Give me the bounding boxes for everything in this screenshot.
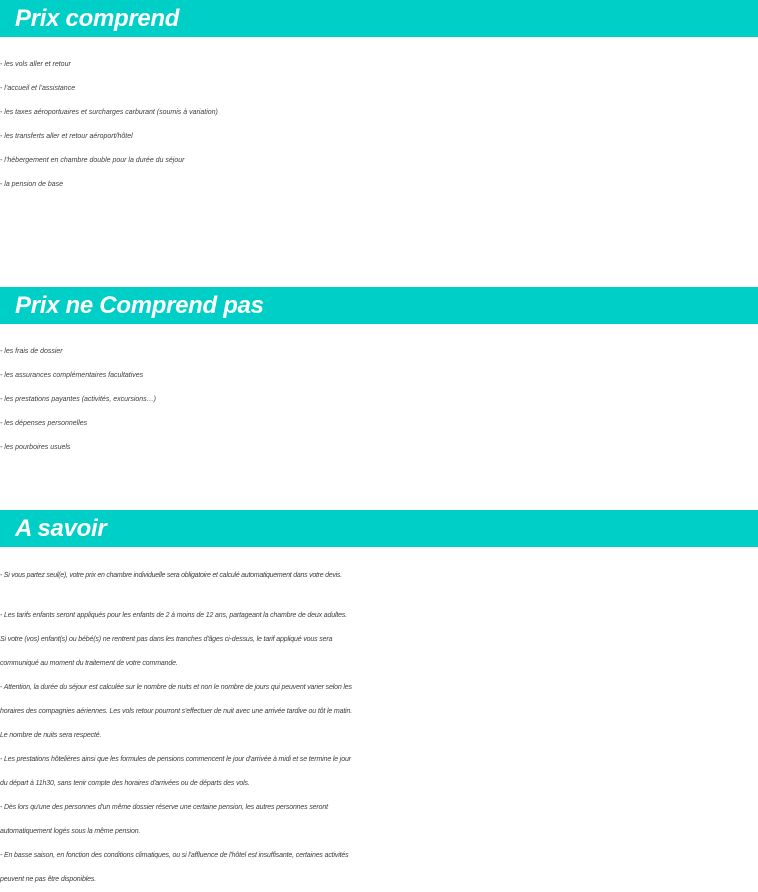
list-item: - les assurances complémentaires facultatives: [0, 372, 144, 379]
info-line: - Attention, la durée du séjour est calculée sur le nombre de nuits et non le nombre de jours qui peuvent varier selon les: [0, 684, 352, 691]
section-header-info: [0, 510, 758, 547]
section-header-included: [0, 0, 758, 37]
info-line: - Dès lors qu'une des personnes d'un même dossier réserve une certaine pension, les autres personnes seront: [0, 804, 328, 811]
info-line: automatiquement logés sous la même pension.: [0, 828, 141, 835]
section-title-included: Prix comprend: [15, 5, 180, 32]
list-item: - les pourboires usuels: [0, 444, 71, 451]
info-line: peuvent ne pas être disponibles.: [0, 876, 96, 883]
info-line: - Si vous partez seul(e), votre prix en chambre individuelle sera obligatoire et calculé automatiquement dans votre devis.: [0, 572, 342, 579]
list-item: - les vols aller et retour: [0, 61, 71, 68]
included-list: [0, 53, 758, 197]
list-item: - les prestations payantes (activités, excursions…): [0, 396, 157, 403]
list-item: - l’accueil et l’assistance: [0, 85, 76, 92]
section-header-excluded: [0, 287, 758, 324]
info-line: horaires des compagnies aériennes. Les vols retour pourront s'effectuer de nuit avec une arrivée tardive ou tôt le matin.: [0, 708, 353, 715]
list-item: - les frais de dossier: [0, 348, 63, 355]
info-line: - En basse saison, en fonction des conditions climatiques, ou si l'affluence de l'hôtel est insuffisante, certaines activités: [0, 852, 349, 859]
info-line: Le nombre de nuits sera respecté.: [0, 732, 102, 739]
section-title-info: A savoir: [15, 515, 107, 542]
list-item: - la pension de base: [0, 181, 64, 188]
info-line: Si votre (vos) enfant(s) ou bébé(s) ne rentrent pas dans les tranches d'âges ci-dessus, le tarif appliqué vous sera: [0, 636, 333, 643]
list-item: - les dépenses personnelles: [0, 420, 88, 427]
list-item: - l’hébergement en chambre double pour la durée du séjour: [0, 157, 185, 164]
info-line: - Les tarifs enfants seront appliqués pour les enfants de 2 à moins de 12 ans, partageant la chambre de deux adultes.: [0, 612, 348, 619]
info-line: du départ à 11h30, sans tenir compte des horaires d'arrivées ou de départs des vols.: [0, 780, 250, 787]
info-paragraph: [0, 604, 758, 892]
list-item: - les transferts aller et retour aéroport/hôtel: [0, 133, 133, 140]
list-item: - les taxes aéroportuaires et surcharges carburant (soumis à variation): [0, 109, 218, 116]
info-single-paragraph: [0, 564, 758, 588]
excluded-list: [0, 340, 758, 460]
section-title-excluded: Prix ne Comprend pas: [15, 292, 264, 319]
info-line: communiqué au moment du traitement de votre commande.: [0, 660, 178, 667]
info-line: - Les prestations hôtelières ainsi que les formules de pensions commencent le jour d'arrivée à midi et se termine le jour: [0, 756, 351, 763]
